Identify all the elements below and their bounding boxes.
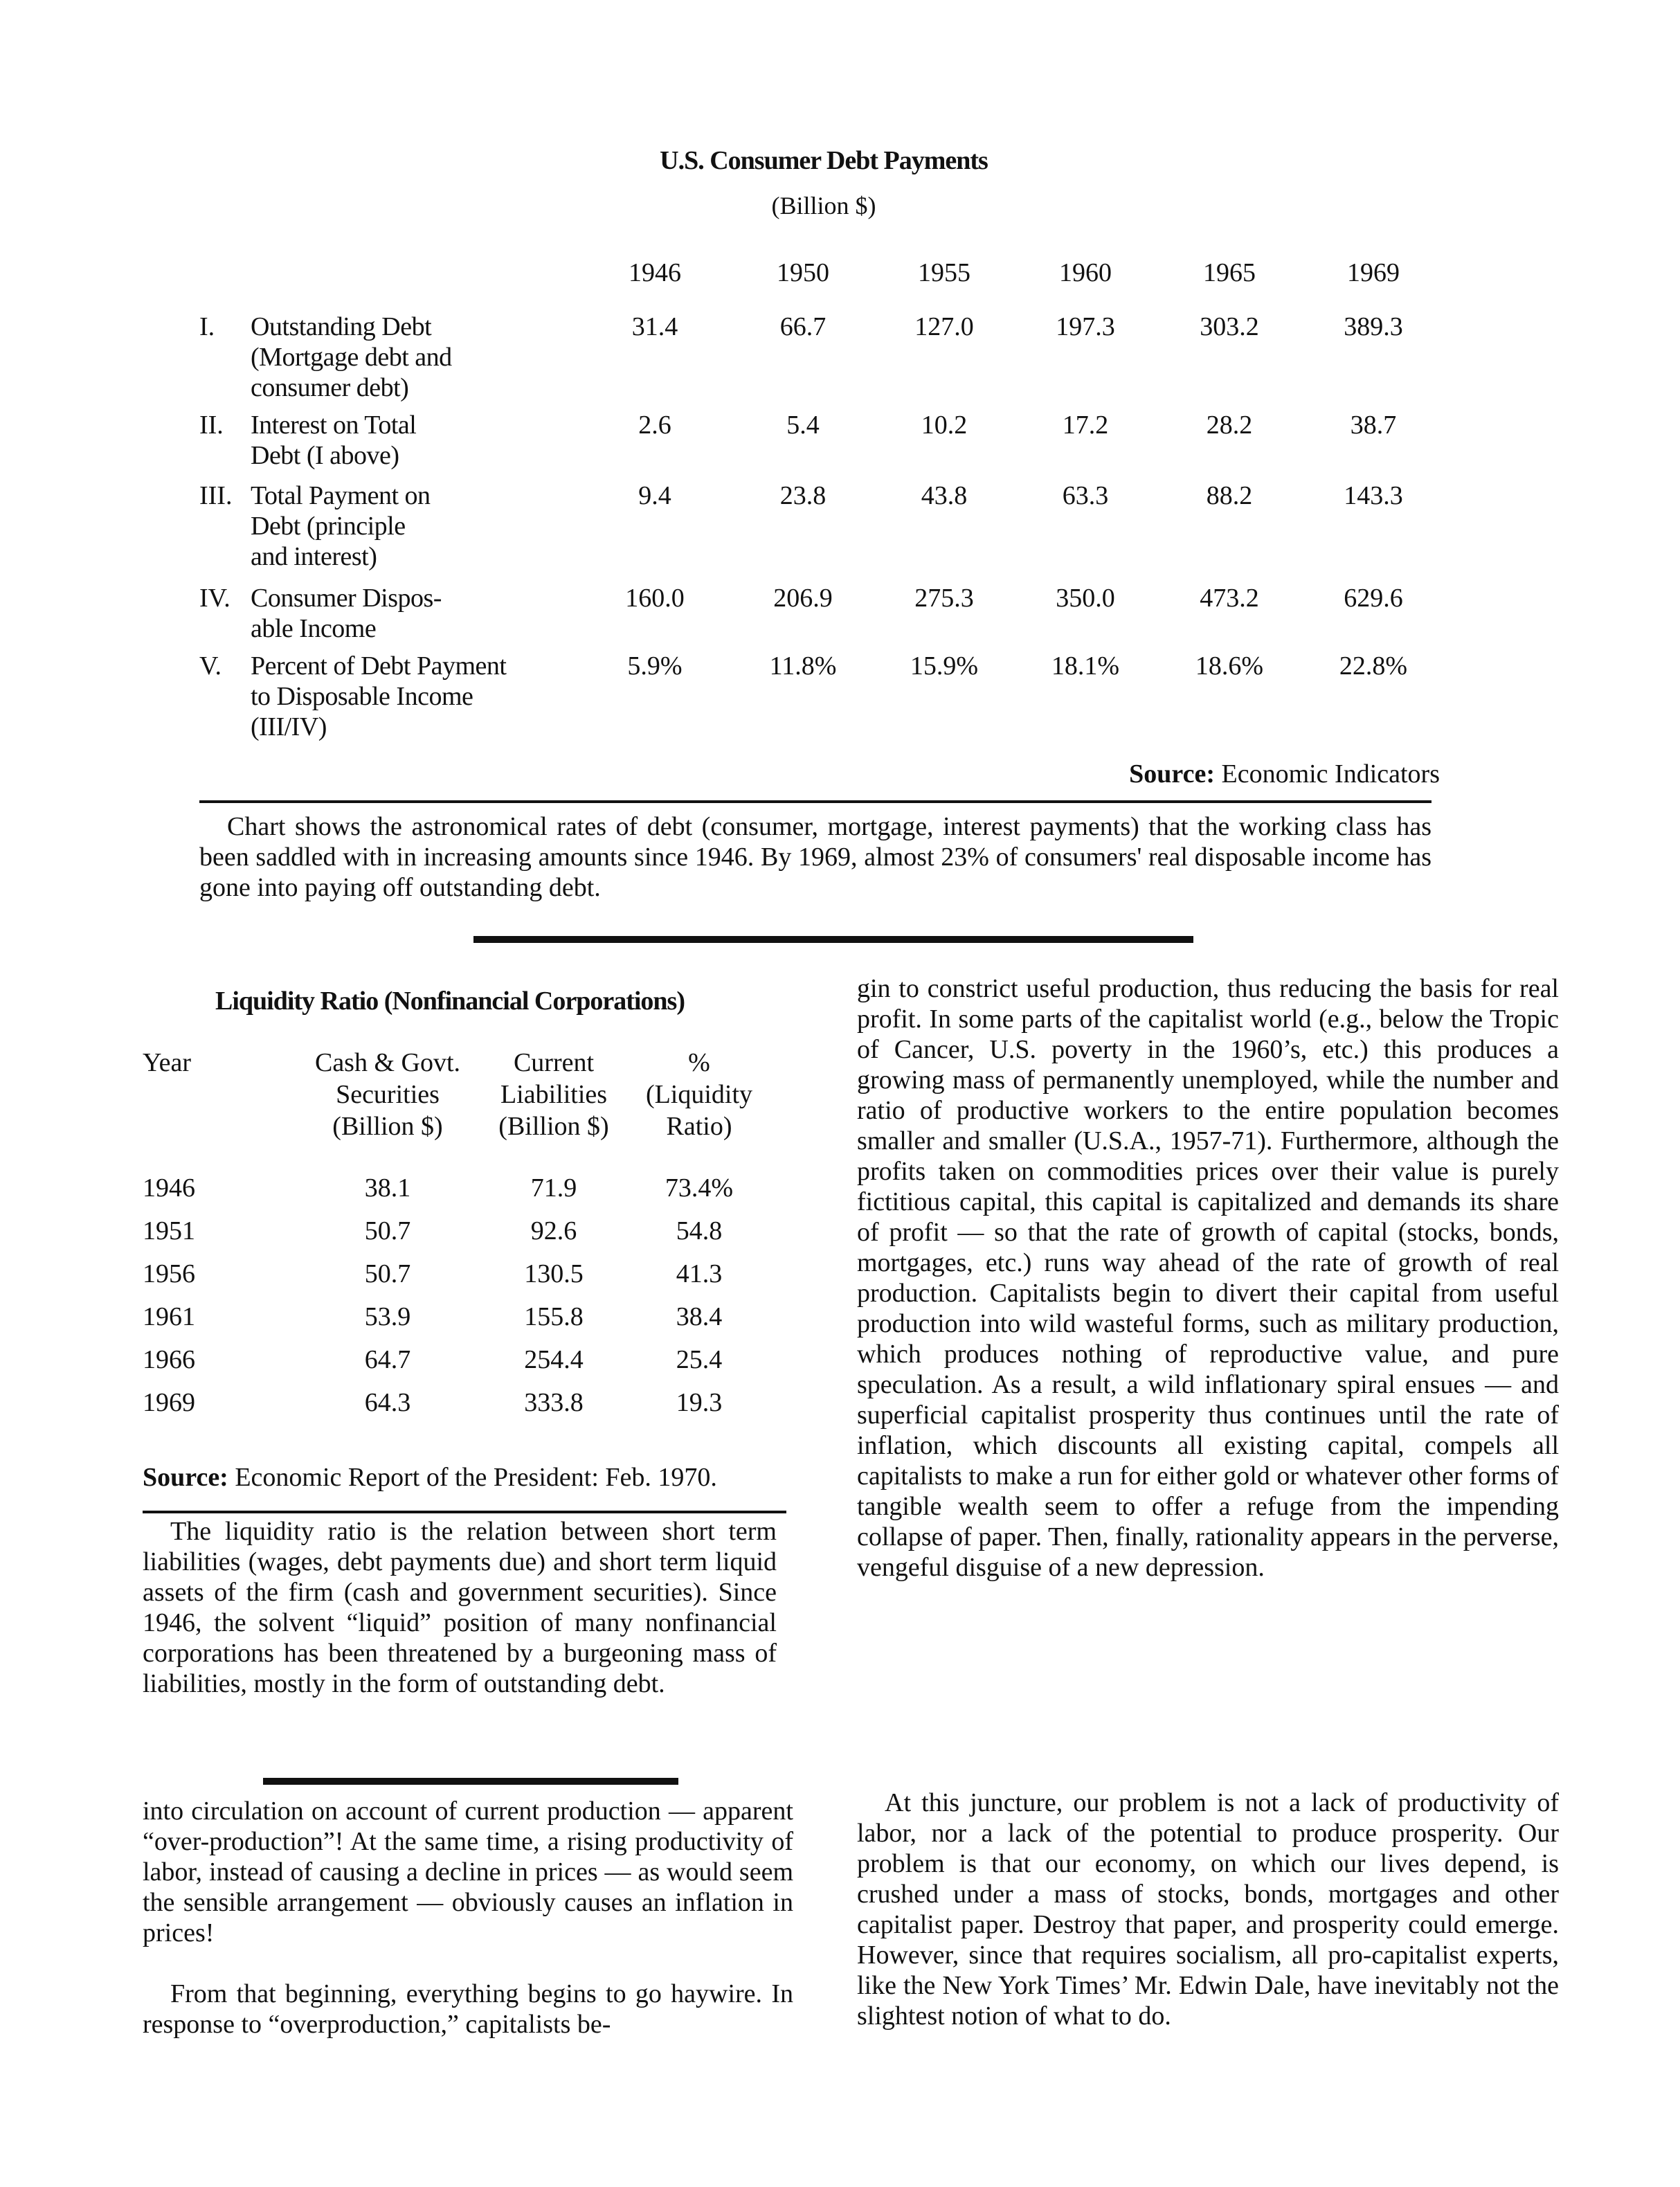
- liquidity-column-header: [143, 1047, 253, 1079]
- row-label: [251, 312, 583, 403]
- row-year: 1951: [143, 1216, 195, 1245]
- row-label-line: Percent of Debt Payment: [251, 651, 507, 681]
- row-label: [251, 480, 583, 572]
- row-numeral: II.: [199, 411, 224, 440]
- row-numeral: IV.: [199, 584, 231, 613]
- cell-value: 275.3: [914, 584, 974, 613]
- row-label-line: Total Payment on: [251, 481, 431, 510]
- row-label: [251, 651, 583, 742]
- cell-value: 50.7: [364, 1216, 411, 1245]
- cell-value: 155.8: [524, 1302, 584, 1331]
- row-label-line: (III/IV): [251, 712, 327, 741]
- cell-value: 71.9: [530, 1173, 577, 1203]
- header-line: %: [688, 1048, 710, 1077]
- cell-value: 43.8: [921, 481, 968, 510]
- source-text: Economic Indicators: [1214, 759, 1440, 789]
- cell-value: 303.2: [1200, 312, 1259, 341]
- left-body-paragraph-1: into circulation on account of current production — apparent “over-production”! At the same time, a rising productivity of labor, instead of causing a decline in prices — as would seem the sensible arrangement — obviously causes an inflation in prices!: [143, 1797, 793, 1947]
- cell-value: 143.3: [1344, 481, 1403, 510]
- row-label-line: to Disposable Income: [251, 682, 473, 711]
- cell-value: 73.4%: [665, 1173, 734, 1203]
- divider-rule: [199, 800, 1431, 803]
- cell-value: 130.5: [524, 1259, 584, 1288]
- cell-value: 389.3: [1344, 312, 1403, 341]
- cell-value: 254.4: [524, 1345, 584, 1374]
- paragraph-text: At this juncture, our problem is not a lack of productivity of labor, nor a lack of the potential to produce prosperity. Our problem is that our economy, on which our lives depend, is crushed under a mass of stocks, bonds, mortgages and other capitalist paper. Destroy that paper, and prosperity could emerge. However, since that requires socialism, all pro-capitalist experts, like the New York Times’ Mr. Edwin Dale, have inevitably not the slightest notion of what to do.: [857, 1788, 1559, 2031]
- row-label-line: Debt (I above): [251, 441, 399, 470]
- cell-value: 38.1: [364, 1173, 411, 1203]
- debt-table-source: [1038, 759, 1440, 789]
- cell-value: 92.6: [530, 1216, 577, 1245]
- right-body-paragraph-1: gin to constrict useful production, thus reducing the basis for real profit. In some parts of the capitalist world (e.g., below the Tropic of Cancer, U.S. poverty in the 1960’s, etc.) this produces a growing mass of permanently unemployed, while the number and ratio of productive workers to the entire population becomes smaller and smaller (U.S.A., 1957-71). Furthermore, although the profits taken on commodities prices over their value is purely fictitious capital, this capital is capitalized and demands its share of profit — so that the rate of growth of capital (stocks, bonds, mortgages, etc.) runs way ahead of the rate of growth of real production. Capitalists begin to divert their capital from useful production into wild wasteful forms, such as military production, which produces nothing of reproductive value, and pure speculation. As a result, a wild inflationary spiral ensues — and superficial capitalist prosperity thus continues until the rate of inflation, which discounts all existing capital, compels all capitalists to make a run for either gold or whatever other forms of tangible wealth seem to offer a refuge from the impending collapse of paper. Then, finally, rationality appears in the perverse, vengeful disguise of a new depression.: [857, 974, 1559, 1582]
- cell-value: 18.1%: [1051, 651, 1120, 681]
- section-divider: [473, 936, 1193, 943]
- row-label-line: Interest on Total: [251, 411, 417, 440]
- cell-value: 473.2: [1200, 584, 1259, 613]
- cell-value: 197.3: [1056, 312, 1115, 341]
- source-label: Source:: [1129, 759, 1215, 789]
- header-line: (Billion $): [332, 1112, 443, 1141]
- liquidity-column-header: [291, 1047, 485, 1142]
- header-line: Cash & Govt.: [314, 1048, 461, 1077]
- header-line: (Billion $): [498, 1112, 609, 1141]
- row-label: [251, 410, 583, 471]
- cell-value: 127.0: [914, 312, 974, 341]
- cell-value: 88.2: [1206, 481, 1253, 510]
- source-text: Economic Report of the President: Feb. 1970.: [228, 1463, 717, 1492]
- header-line: Year: [143, 1048, 192, 1077]
- liquidity-table-caption: [143, 1516, 777, 1699]
- row-label-line: able Income: [251, 614, 377, 643]
- caption-text: Chart shows the astronomical rates of debt (consumer, mortgage, interest payments) that the working class has been saddled with in increasing amounts since 1946. By 1969, almost 23% of consumers' real disposable income has gone into paying off outstanding debt.: [199, 812, 1431, 902]
- year-column-header: 1946: [629, 258, 681, 287]
- liquidity-column-header: [478, 1047, 630, 1142]
- right-body-paragraph-2: [857, 1788, 1559, 2031]
- row-year: 1969: [143, 1388, 195, 1417]
- row-label-line: (Mortgage debt and: [251, 343, 452, 372]
- row-year: 1946: [143, 1173, 195, 1203]
- cell-value: 66.7: [779, 312, 827, 341]
- row-label-line: Debt (principle: [251, 512, 406, 541]
- cell-value: 54.8: [676, 1216, 723, 1245]
- year-column-header: 1965: [1203, 258, 1256, 287]
- cell-value: 350.0: [1056, 584, 1115, 613]
- row-year: 1966: [143, 1345, 195, 1374]
- cell-value: 2.6: [638, 411, 671, 440]
- debt-table-caption: [199, 811, 1431, 903]
- row-label-line: and interest): [251, 542, 377, 571]
- cell-value: 41.3: [676, 1259, 723, 1288]
- cell-value: 9.4: [638, 481, 671, 510]
- cell-value: 11.8%: [769, 651, 837, 681]
- cell-value: 19.3: [676, 1388, 723, 1417]
- row-numeral: V.: [199, 651, 222, 681]
- cell-value: 28.2: [1206, 411, 1253, 440]
- row-numeral: I.: [199, 312, 215, 341]
- liquidity-table-title: Liquidity Ratio (Nonfinancial Corporations): [215, 987, 685, 1016]
- cell-value: 206.9: [773, 584, 833, 613]
- cell-value: 160.0: [625, 584, 685, 613]
- year-column-header: 1950: [777, 258, 829, 287]
- cell-value: 10.2: [921, 411, 968, 440]
- row-numeral: III.: [199, 481, 233, 510]
- cell-value: 22.8%: [1339, 651, 1408, 681]
- cell-value: 50.7: [364, 1259, 411, 1288]
- row-year: 1961: [143, 1302, 195, 1331]
- cell-value: 64.7: [364, 1345, 411, 1374]
- cell-value: 23.8: [779, 481, 827, 510]
- row-label: [251, 583, 583, 644]
- cell-value: 5.4: [786, 411, 820, 440]
- source-label: Source:: [143, 1463, 228, 1492]
- row-label-line: Outstanding Debt: [251, 312, 432, 341]
- year-column-header: 1955: [918, 258, 970, 287]
- header-line: Ratio): [666, 1112, 732, 1141]
- section-divider: [263, 1778, 678, 1785]
- cell-value: 17.2: [1062, 411, 1109, 440]
- row-label-line: consumer debt): [251, 373, 409, 402]
- header-line: Liabilities: [500, 1080, 608, 1109]
- left-body-paragraph-2: [143, 1979, 793, 2040]
- cell-value: 333.8: [524, 1388, 584, 1417]
- cell-value: 53.9: [364, 1302, 411, 1331]
- cell-value: 31.4: [631, 312, 678, 341]
- year-column-header: 1960: [1059, 258, 1112, 287]
- header-line: (Liquidity: [645, 1080, 753, 1109]
- debt-table-subtitle: (Billion $): [771, 192, 876, 219]
- cell-value: 64.3: [364, 1388, 411, 1417]
- cell-value: 15.9%: [910, 651, 979, 681]
- cell-value: 629.6: [1344, 584, 1403, 613]
- cell-value: 38.4: [676, 1302, 723, 1331]
- cell-value: 63.3: [1062, 481, 1109, 510]
- row-year: 1956: [143, 1259, 195, 1288]
- paragraph-text: From that beginning, everything begins to go haywire. In response to “overproduction,” capitalists be-: [143, 1979, 793, 2039]
- header-line: Current: [513, 1048, 595, 1077]
- row-label-line: Consumer Dispos-: [251, 584, 442, 613]
- year-column-header: 1969: [1347, 258, 1400, 287]
- cell-value: 25.4: [676, 1345, 723, 1374]
- liquidity-table-source: [143, 1462, 793, 1493]
- debt-table-title: U.S. Consumer Debt Payments: [660, 146, 988, 175]
- liquidity-column-header: [630, 1047, 768, 1142]
- cell-value: 38.7: [1350, 411, 1397, 440]
- divider-rule: [143, 1511, 786, 1513]
- cell-value: 18.6%: [1195, 651, 1264, 681]
- cell-value: 5.9%: [627, 651, 683, 681]
- caption-text: The liquidity ratio is the relation between short term liabilities (wages, debt payments due) and short term liquid assets of the firm (cash and government securities). Since 1946, the solvent “liquid” position of many nonfinancial corporations has been threatened by a burgeoning mass of liabilities, mostly in the form of outstanding debt.: [143, 1517, 777, 1698]
- header-line: Securities: [336, 1080, 440, 1109]
